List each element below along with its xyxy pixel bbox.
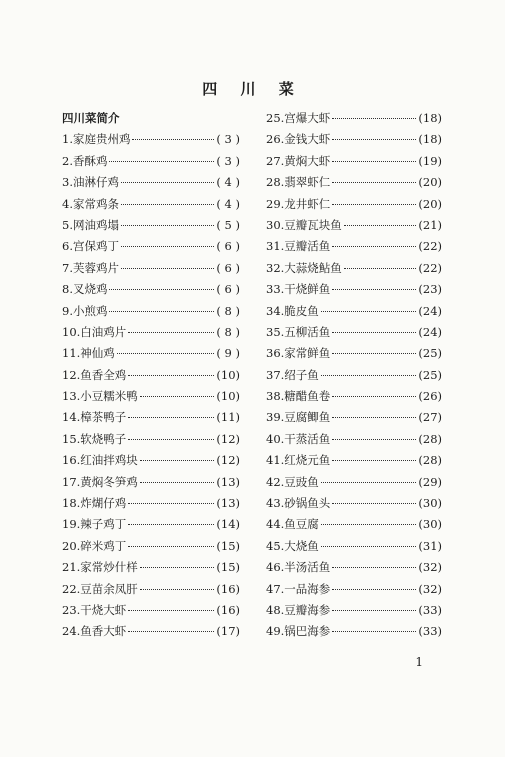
toc-entry-page: (25) bbox=[418, 367, 442, 382]
toc-entry bbox=[266, 495, 442, 516]
dot-leader bbox=[121, 204, 214, 205]
toc-entry-title: 27.黄焖大虾 bbox=[266, 153, 331, 168]
dot-leader bbox=[332, 204, 416, 205]
toc-entry bbox=[266, 516, 442, 537]
toc-entry-page: (13) bbox=[216, 496, 240, 511]
toc-entry-title: 13.小豆糯米鸭 bbox=[62, 389, 138, 404]
dot-leader bbox=[321, 311, 417, 312]
toc-entry-title: 20.碎米鸡丁 bbox=[62, 538, 127, 553]
toc-entry-page: (16) bbox=[216, 602, 240, 617]
toc-entry-page: (10) bbox=[216, 389, 240, 404]
dot-leader bbox=[332, 332, 416, 333]
toc-entry bbox=[266, 345, 442, 366]
toc-entry-title: 8.叉烧鸡 bbox=[62, 282, 108, 297]
toc-entry bbox=[62, 110, 240, 131]
toc-entry bbox=[62, 324, 240, 345]
dot-leader bbox=[332, 246, 416, 247]
toc-entry-page: (10) bbox=[216, 367, 240, 382]
toc-entry-page: (14) bbox=[216, 517, 240, 532]
toc-entry-page: (28) bbox=[418, 431, 442, 446]
section-title: 四 川 菜 bbox=[202, 80, 303, 98]
dot-leader bbox=[128, 546, 214, 547]
toc-entry-page: (29) bbox=[418, 474, 442, 489]
toc-entry-page: ( 8 ) bbox=[216, 303, 240, 318]
toc-entry bbox=[62, 409, 240, 430]
dot-leader bbox=[109, 289, 214, 290]
toc-entry bbox=[266, 409, 442, 430]
toc-entry-page: ( 9 ) bbox=[216, 346, 240, 361]
toc-entry-page: (22) bbox=[418, 239, 442, 254]
toc-entry bbox=[62, 388, 240, 409]
toc-entry-page: (12) bbox=[216, 453, 240, 468]
toc-entry-title: 49.锅巴海参 bbox=[266, 624, 331, 639]
toc-entry bbox=[62, 452, 240, 473]
toc-entry-page: (21) bbox=[418, 217, 442, 232]
toc-entry-page: (28) bbox=[418, 453, 442, 468]
toc-entry bbox=[266, 581, 442, 602]
dot-leader bbox=[332, 353, 416, 354]
toc-right-column bbox=[266, 110, 442, 645]
toc-entry-title: 24.鱼香大虾 bbox=[62, 624, 127, 639]
toc-entry-page: (26) bbox=[418, 389, 442, 404]
dot-leader bbox=[332, 396, 416, 397]
toc-entry-title: 44.鱼豆腐 bbox=[266, 517, 319, 532]
toc-entry-page: (15) bbox=[216, 538, 240, 553]
toc-entry-title: 41.红烧元鱼 bbox=[266, 453, 331, 468]
toc-entry-page: (30) bbox=[418, 517, 442, 532]
toc-entry-page: (24) bbox=[418, 324, 442, 339]
toc-entry-page: (33) bbox=[418, 602, 442, 617]
dot-leader bbox=[332, 567, 416, 568]
dot-leader bbox=[117, 353, 215, 354]
toc-entry-title: 12.鱼香全鸡 bbox=[62, 367, 127, 382]
toc-entry bbox=[62, 174, 240, 195]
toc-entry-page: (20) bbox=[418, 196, 442, 211]
toc-entry-title: 35.五柳活鱼 bbox=[266, 324, 331, 339]
dot-leader bbox=[332, 417, 416, 418]
toc-entry-title: 46.半汤活鱼 bbox=[266, 560, 331, 575]
toc-entry-title: 26.金钱大虾 bbox=[266, 132, 331, 147]
dot-leader bbox=[332, 161, 416, 162]
dot-leader bbox=[128, 332, 214, 333]
toc-entry bbox=[62, 303, 240, 324]
toc-entry bbox=[62, 559, 240, 580]
toc-entry-title: 四川菜简介 bbox=[62, 111, 120, 125]
toc-entry-title: 1.家庭贵州鸡 bbox=[62, 132, 131, 147]
toc-entry-title: 18.炸煳仔鸡 bbox=[62, 496, 127, 511]
toc-entry bbox=[62, 516, 240, 537]
toc-entry-page: (17) bbox=[216, 624, 240, 639]
toc-entry-title: 21.家常炒什样 bbox=[62, 560, 138, 575]
toc-entry bbox=[62, 196, 240, 217]
toc-entry-page: ( 5 ) bbox=[216, 217, 240, 232]
toc-entry bbox=[266, 110, 442, 131]
toc-entry bbox=[62, 431, 240, 452]
toc-entry-page: (32) bbox=[418, 581, 442, 596]
toc-entry-page: ( 6 ) bbox=[216, 282, 240, 297]
dot-leader bbox=[321, 546, 417, 547]
toc-entry-title: 14.樟茶鸭子 bbox=[62, 410, 127, 425]
toc-entry-page: (19) bbox=[418, 153, 442, 168]
toc-entry-title: 43.砂锅鱼头 bbox=[266, 496, 331, 511]
toc-entry bbox=[266, 217, 442, 238]
toc-entry-title: 11.神仙鸡 bbox=[62, 346, 115, 361]
dot-leader bbox=[121, 268, 214, 269]
dot-leader bbox=[321, 375, 417, 376]
toc-entry-title: 22.豆苗余凤肝 bbox=[62, 581, 138, 596]
toc-entry-title: 4.家常鸡条 bbox=[62, 196, 119, 211]
toc-entry bbox=[266, 303, 442, 324]
toc-entry-page: ( 6 ) bbox=[216, 260, 240, 275]
toc-entry bbox=[266, 238, 442, 259]
toc-entry-title: 36.家常鲜鱼 bbox=[266, 346, 331, 361]
toc-entry bbox=[266, 431, 442, 452]
toc-entry-page: (23) bbox=[418, 282, 442, 297]
dot-leader bbox=[332, 118, 416, 119]
toc-entry-page: ( 3 ) bbox=[216, 153, 240, 168]
toc-entry bbox=[266, 260, 442, 281]
toc-entry-page: (20) bbox=[418, 175, 442, 190]
page-number: 1 bbox=[415, 655, 423, 669]
dot-leader bbox=[128, 503, 214, 504]
toc-entry-page: (13) bbox=[216, 474, 240, 489]
toc-entry-page: (30) bbox=[418, 496, 442, 511]
dot-leader bbox=[332, 460, 416, 461]
toc-entry-page: (33) bbox=[418, 624, 442, 639]
toc-entry-title: 17.黄焖冬笋鸡 bbox=[62, 474, 138, 489]
toc-entry bbox=[62, 495, 240, 516]
toc-entry-title: 40.干蒸活鱼 bbox=[266, 431, 331, 446]
dot-leader bbox=[140, 482, 215, 483]
toc-entry-page: (32) bbox=[418, 560, 442, 575]
dot-leader bbox=[128, 524, 214, 525]
toc-entry bbox=[266, 388, 442, 409]
toc-entry-title: 37.绍子鱼 bbox=[266, 367, 319, 382]
toc-entry bbox=[266, 559, 442, 580]
toc-entry-page: (18) bbox=[418, 111, 442, 125]
dot-leader bbox=[121, 225, 214, 226]
dot-leader bbox=[128, 375, 214, 376]
dot-leader bbox=[128, 631, 214, 632]
toc-left-column bbox=[62, 110, 240, 645]
toc-entry-title: 25.宫爆大虾 bbox=[266, 111, 331, 125]
toc-entry bbox=[62, 281, 240, 302]
toc-entry-title: 5.网油鸡塌 bbox=[62, 217, 119, 232]
toc-entry bbox=[62, 217, 240, 238]
dot-leader bbox=[344, 268, 417, 269]
toc-entry-title: 28.翡翠虾仁 bbox=[266, 175, 331, 190]
toc-entry bbox=[266, 452, 442, 473]
dot-leader bbox=[121, 182, 214, 183]
dot-leader bbox=[128, 417, 214, 418]
toc-entry-title: 38.糖醋鱼卷 bbox=[266, 389, 331, 404]
toc-entry-title: 34.脆皮鱼 bbox=[266, 303, 319, 318]
toc-entry-page: (24) bbox=[418, 303, 442, 318]
toc-entry-page: ( 6 ) bbox=[216, 239, 240, 254]
toc-entry-page: ( 3 ) bbox=[216, 132, 240, 147]
toc-entry bbox=[62, 367, 240, 388]
dot-leader bbox=[121, 246, 214, 247]
toc-entry-page: (22) bbox=[418, 260, 442, 275]
toc-entry bbox=[62, 131, 240, 152]
toc-entry bbox=[266, 474, 442, 495]
dot-leader bbox=[321, 482, 417, 483]
dot-leader bbox=[332, 631, 416, 632]
toc-entry bbox=[62, 153, 240, 174]
toc-entry-page: ( 8 ) bbox=[216, 324, 240, 339]
toc-entry bbox=[266, 538, 442, 559]
toc-entry-title: 19.辣子鸡丁 bbox=[62, 517, 127, 532]
toc-entry bbox=[62, 474, 240, 495]
dot-leader bbox=[140, 396, 215, 397]
toc-entry bbox=[266, 174, 442, 195]
toc-entry-page: (25) bbox=[418, 346, 442, 361]
toc-entry bbox=[62, 581, 240, 602]
dot-leader bbox=[140, 589, 215, 590]
toc-entry-title: 47.一品海参 bbox=[266, 581, 331, 596]
toc-entry bbox=[266, 367, 442, 388]
dot-leader bbox=[109, 311, 214, 312]
toc-entry-page: (16) bbox=[216, 581, 240, 596]
toc-entry-title: 29.龙井虾仁 bbox=[266, 196, 331, 211]
toc-entry-title: 16.红油拌鸡块 bbox=[62, 453, 138, 468]
toc-entry-title: 42.豆豉鱼 bbox=[266, 474, 319, 489]
toc-entry bbox=[266, 196, 442, 217]
dot-leader bbox=[332, 182, 416, 183]
toc-entry-title: 39.豆腐鲫鱼 bbox=[266, 410, 331, 425]
toc-entry-title: 32.大蒜烧鲇鱼 bbox=[266, 260, 342, 275]
toc-entry bbox=[266, 324, 442, 345]
dot-leader bbox=[132, 139, 214, 140]
toc-entry-page: (11) bbox=[216, 410, 240, 425]
dot-leader bbox=[332, 139, 416, 140]
toc-entry-page: (12) bbox=[216, 431, 240, 446]
toc-entry-page: ( 4 ) bbox=[216, 196, 240, 211]
toc-entry-title: 23.干烧大虾 bbox=[62, 602, 127, 617]
dot-leader bbox=[140, 460, 215, 461]
toc-entry bbox=[266, 602, 442, 623]
toc-entry-title: 31.豆瓣活鱼 bbox=[266, 239, 331, 254]
toc-entry bbox=[62, 623, 240, 644]
toc-entry-title: 7.芙蓉鸡片 bbox=[62, 260, 119, 275]
toc-entry-title: 15.软烧鸭子 bbox=[62, 431, 127, 446]
toc-entry bbox=[266, 131, 442, 152]
dot-leader bbox=[109, 161, 214, 162]
dot-leader bbox=[332, 589, 416, 590]
dot-leader bbox=[344, 225, 417, 226]
dot-leader bbox=[140, 567, 215, 568]
toc-entry-title: 10.白油鸡片 bbox=[62, 324, 127, 339]
toc-entry-page: (31) bbox=[418, 538, 442, 553]
toc-entry-title: 6.宫保鸡丁 bbox=[62, 239, 119, 254]
toc-entry bbox=[266, 281, 442, 302]
toc-entry-page: (27) bbox=[418, 410, 442, 425]
dot-leader bbox=[321, 524, 417, 525]
toc-entry bbox=[62, 602, 240, 623]
dot-leader bbox=[332, 289, 416, 290]
toc-entry bbox=[266, 623, 442, 644]
dot-leader bbox=[128, 439, 214, 440]
toc-entry-title: 9.小煎鸡 bbox=[62, 303, 108, 318]
toc-entry-page: (18) bbox=[418, 132, 442, 147]
dot-leader bbox=[332, 439, 416, 440]
toc-entry-page: ( 4 ) bbox=[216, 175, 240, 190]
toc-entry-title: 3.油淋仔鸡 bbox=[62, 175, 119, 190]
toc-entry-page: (15) bbox=[216, 560, 240, 575]
dot-leader bbox=[332, 610, 416, 611]
dot-leader bbox=[128, 610, 214, 611]
toc-entry bbox=[62, 538, 240, 559]
toc-entry-title: 2.香酥鸡 bbox=[62, 153, 108, 168]
toc-entry-title: 48.豆瓣海参 bbox=[266, 602, 331, 617]
toc-entry bbox=[62, 238, 240, 259]
toc-entry bbox=[62, 260, 240, 281]
toc-entry-title: 33.干烧鲜鱼 bbox=[266, 282, 331, 297]
toc-entry-title: 45.大烧鱼 bbox=[266, 538, 319, 553]
toc-entry bbox=[62, 345, 240, 366]
toc-entry bbox=[266, 153, 442, 174]
dot-leader bbox=[332, 503, 416, 504]
toc-entry-title: 30.豆瓣瓦块鱼 bbox=[266, 217, 342, 232]
